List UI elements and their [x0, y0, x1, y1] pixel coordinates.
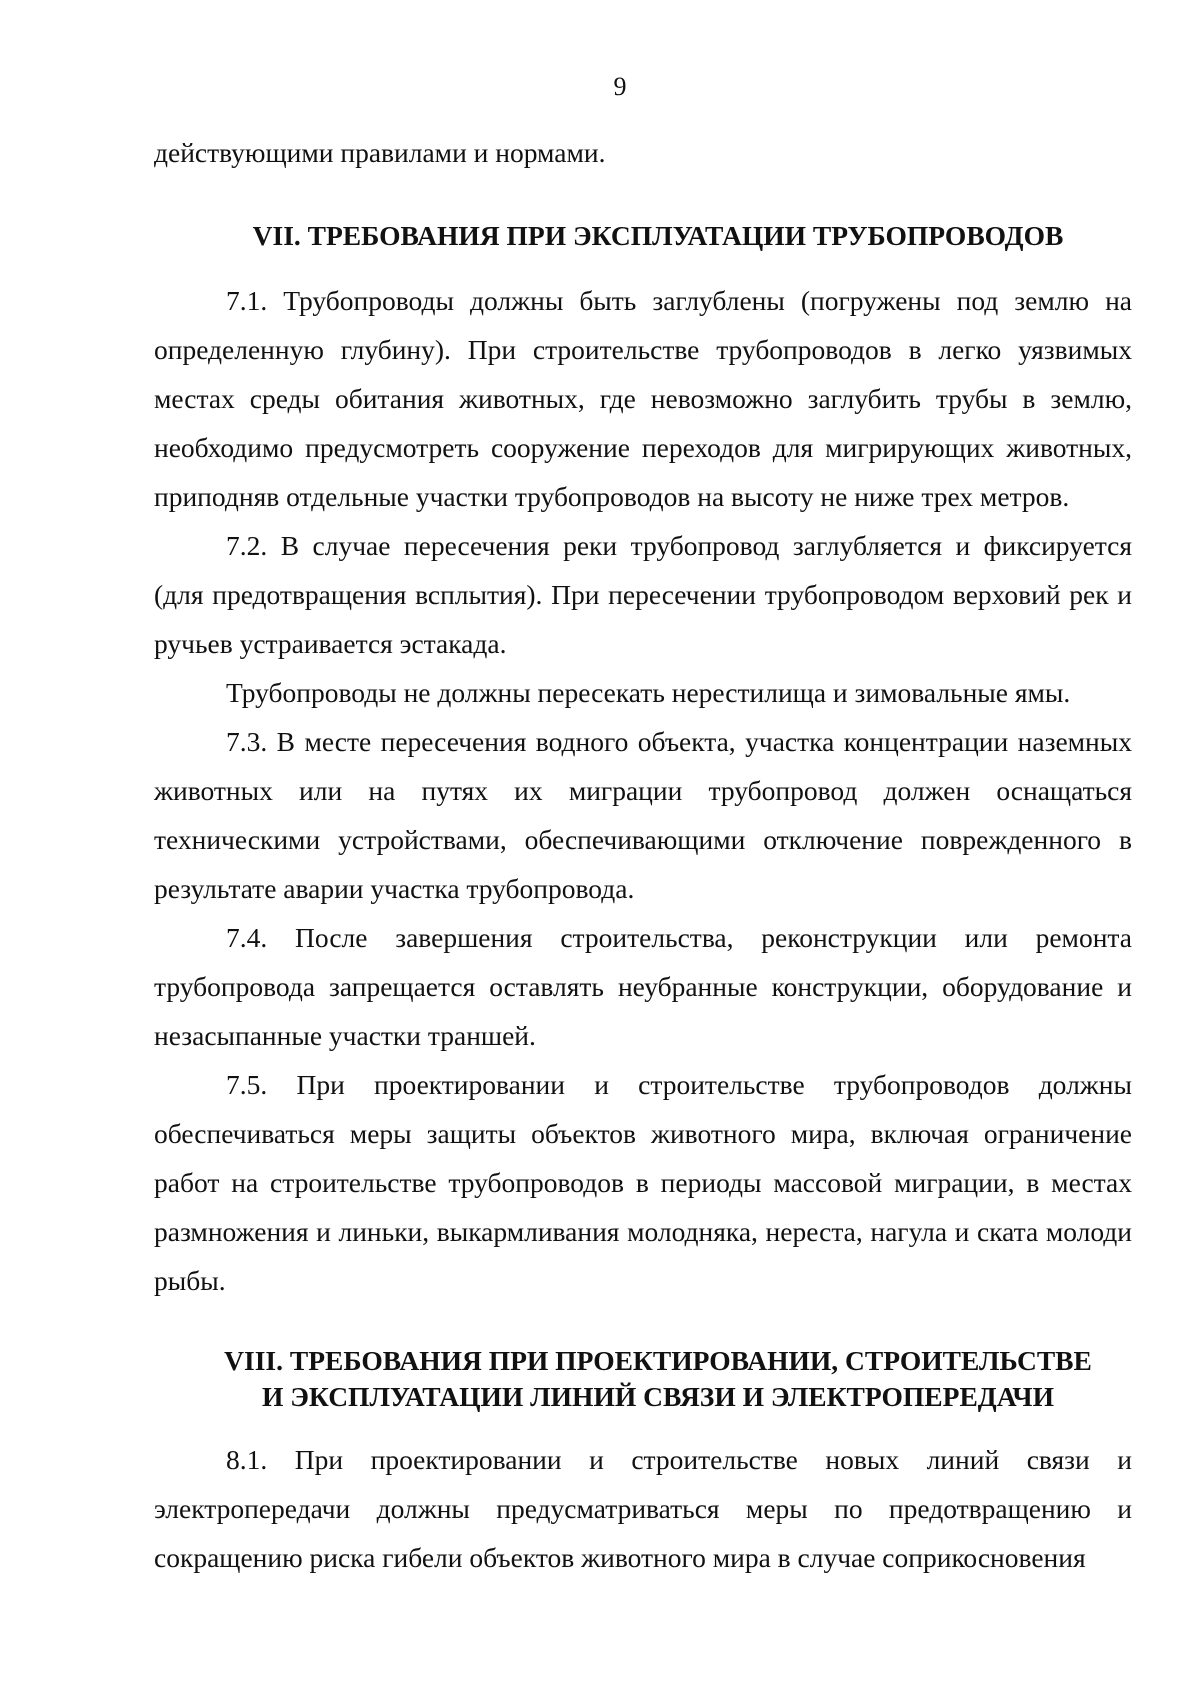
- section-8-heading: [154, 1343, 1132, 1415]
- section-7-heading: VII. ТРЕБОВАНИЯ ПРИ ЭКСПЛУАТАЦИИ ТРУБОПРОВОДОВ: [252, 220, 1064, 251]
- section-8-heading-line-1: VIII. ТРЕБОВАНИЯ ПРИ ПРОЕКТИРОВАНИИ, СТРОИТЕЛЬСТВЕ: [224, 1345, 1092, 1376]
- paragraph-7-5: 7.5. При проектировании и строительстве трубопроводов должны обеспечиваться меры защиты объектов животного мира, включая ограничение работ на строительстве трубопроводов в периоды массовой миграции, в местах размножения и линьки, выкармливания молодняка, нереста, нагула и ската молоди рыбы.: [154, 1069, 1132, 1296]
- paragraph-7-4: 7.4. После завершения строительства, реконструкции или ремонта трубопровода запрещается оставлять неубранные конструкции, оборудование и незасыпанные участки траншей.: [154, 922, 1132, 1051]
- paragraph-continuation: действующими правилами и нормами.: [154, 137, 606, 168]
- paragraph-8-1: 8.1. При проектировании и строительстве новых линий связи и электропередачи должны предусматриваться меры по предотвращению и сокращению риска гибели объектов животного мира в случае соприкосновения: [154, 1444, 1132, 1573]
- page-number: 9: [613, 72, 627, 101]
- document-body: [154, 128, 1132, 1582]
- section-8-heading-line-2: И ЭКСПЛУАТАЦИИ ЛИНИЙ СВЯЗИ И ЭЛЕКТРОПЕРЕДАЧИ: [262, 1381, 1054, 1412]
- paragraph-7-3: 7.3. В месте пересечения водного объекта, участка концентрации наземных животных или на путях их миграции трубопровод должен оснащаться техническими устройствами, обеспечивающими отключение поврежденного в результате аварии участка трубопровода.: [154, 726, 1132, 904]
- paragraph-7-2-spawning: Трубопроводы не должны пересекать нерестилища и зимовальные ямы.: [226, 677, 1071, 708]
- paragraph-7-2: 7.2. В случае пересечения реки трубопровод заглубляется и фиксируется (для предотвращения всплытия). При пересечении трубопроводом верховий рек и ручьев устраивается эстакада.: [154, 530, 1132, 659]
- paragraph-7-1: 7.1. Трубопроводы должны быть заглублены (погружены под землю на определенную глубину). При строительстве трубопроводов в легко уязвимых местах среды обитания животных, где невозможно заглубить трубы в землю, необходимо предусмотреть сооружение переходов для мигрирующих животных, приподняв отдельные участки трубопроводов на высоту не ниже трех метров.: [154, 285, 1132, 512]
